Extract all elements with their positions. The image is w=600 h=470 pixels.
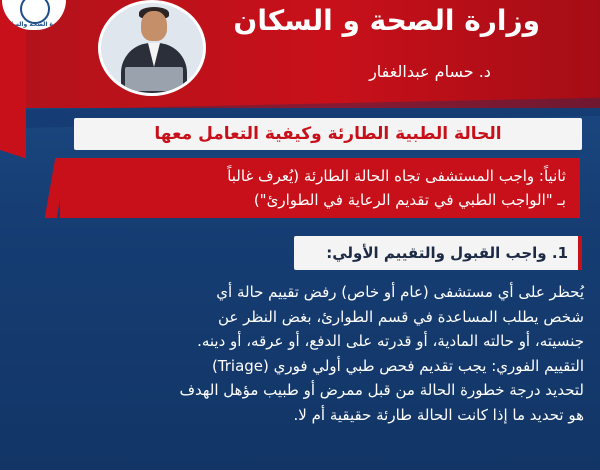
- ministry-logo-text: وزارة الصحة والسكان: [2, 21, 66, 28]
- laptop-icon: [125, 67, 183, 91]
- body-line-4: التقييم الفوري: يجب تقديم فحص طبي أولي فوري (Triage): [211, 356, 584, 375]
- body-line-1: يُحظر على أي مستشفى (عام أو خاص) رفض تقييم حالة أي: [216, 283, 584, 301]
- page-title: الحالة الطبية الطارئة وكيفية التعامل معها: [74, 118, 582, 150]
- avatar: [98, 0, 206, 96]
- subtitle-box: [60, 158, 580, 218]
- section-heading-text: 1. واجب القبول والتقييم الأولي:: [326, 244, 568, 262]
- body-line-2: شخص يطلب المساعدة في قسم الطوارئ، بغض النظر عن: [218, 307, 584, 326]
- subtitle-accent: [45, 158, 68, 218]
- body-line-6: هو تحديد ما إذا كانت الحالة طارئة حقيقية أم لا.: [293, 405, 584, 424]
- subtitle-line-1: ثانياً: واجب المستشفى تجاه الحالة الطارئة (يُعرف غالباً: [227, 167, 566, 185]
- section-marker: [578, 236, 582, 270]
- doctor-name: د. حسام عبدالغفار: [369, 62, 491, 81]
- ministry-logo: [2, 0, 66, 30]
- subtitle-line-2: بـ "الواجب الطبي في تقديم الرعاية في الطوارئ"): [253, 191, 566, 209]
- ministry-name: وزارة الصحة و السكان: [233, 4, 540, 37]
- section-heading: [294, 236, 582, 270]
- body-line-5: لتحديد درجة خطورة الحالة من قبل ممرض أو طبيب مؤهل الهدف: [179, 381, 584, 400]
- body-text: [14, 280, 584, 428]
- body-line-3: جنسيته، أو حالته المادية، أو قدرته على الدفع، أو عرقه، أو دينه.: [197, 332, 584, 351]
